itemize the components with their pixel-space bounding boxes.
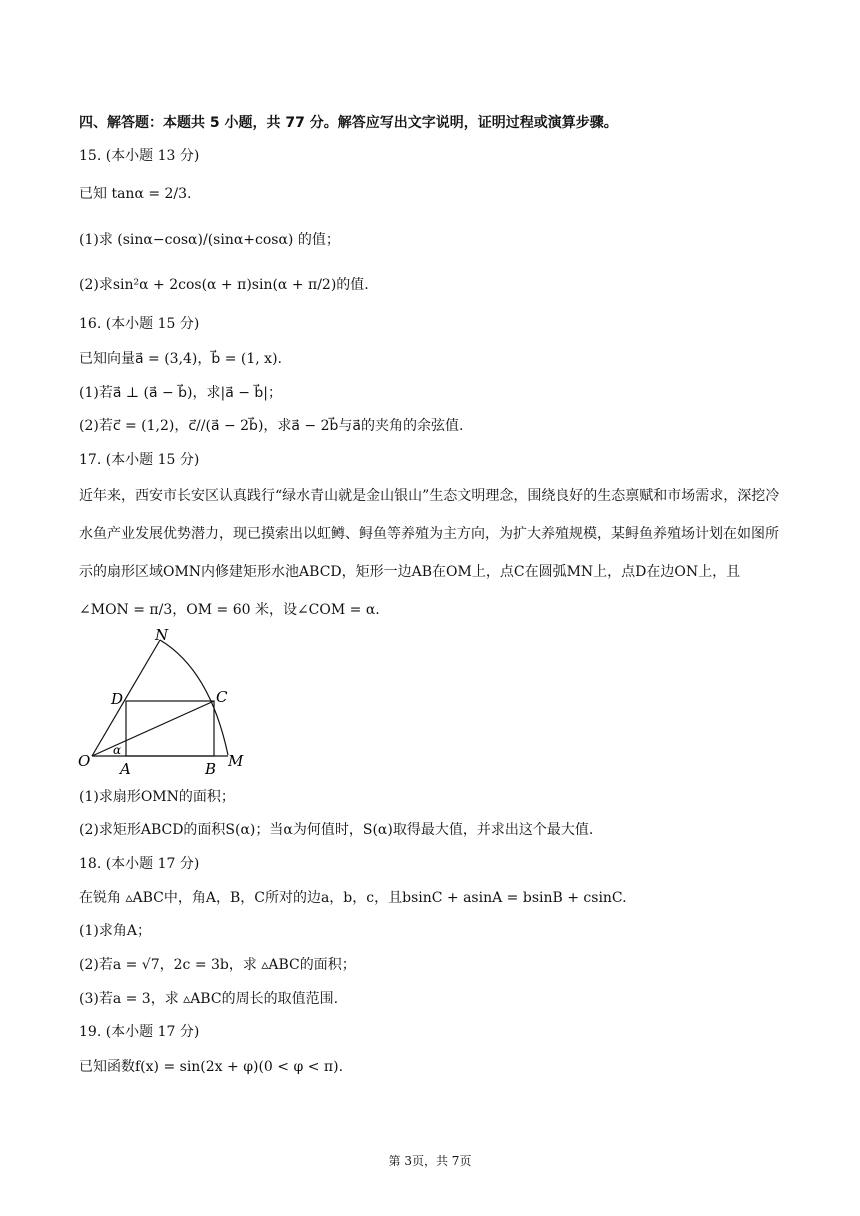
q17-part1: (1)求扇形OMN的面积；: [79, 789, 235, 805]
label-a: A: [120, 760, 131, 778]
label-o: O: [78, 752, 91, 770]
q15-given: 已知 tanα = 2/3.: [79, 186, 192, 202]
line-oc: [92, 701, 214, 756]
q15-title: 15. (本小题 13 分): [79, 148, 200, 164]
q19-title: 19. (本小题 17 分): [79, 1024, 200, 1040]
q16-part2: (2)若c⃗ = (1,2)，c⃗//(a⃗ − 2b⃗)，求a⃗ − 2b⃗与a⃗的夹角的余弦值.: [79, 418, 464, 434]
q17-part2: (2)求矩形ABCD的面积S(α)；当α为何值时，S(α)取得最大值，并求出这个最大值.: [79, 822, 594, 838]
label-b: B: [205, 760, 217, 778]
q15-part2: (2)求sin²α + 2cos(α + π)sin(α + π/2)的值.: [79, 277, 369, 293]
page-footer: 第 3页，共 7页: [388, 1154, 472, 1168]
q18-title: 18. (本小题 17 分): [79, 856, 200, 872]
label-d: D: [111, 690, 124, 708]
q18-given: 在锐角 ▵ABC中，角A，B，C所对的边a，b，c，且bsinC + asinA = bsinB + csinC.: [79, 890, 627, 906]
q18-part3: (3)若a = 3，求 ▵ABC的周长的取值范围.: [79, 991, 339, 1007]
q18-part1: (1)求角A；: [79, 923, 151, 939]
label-alpha: α: [113, 743, 122, 757]
q19-given: 已知函数f(x) = sin(2x + φ)(0 < φ < π).: [79, 1059, 344, 1075]
label-c: C: [216, 688, 228, 706]
q15-part1: (1)求 (sinα−cosα)/(sinα+cosα) 的值；: [79, 232, 340, 248]
label-n: N: [155, 626, 169, 644]
q16-given: 已知向量a⃗ = (3,4)，b⃗ = (1, x).: [79, 351, 282, 367]
sector-figure: [70, 622, 260, 782]
section-header: 四、解答题：本题共 5 小题，共 77 分。解答应写出文字说明，证明过程或演算步骤。: [79, 115, 618, 131]
q17-body: 近年来，西安市长安区认真践行“绿水青山就是金山银山”生态文明理念，围绕良好的生态禀赋和市场需求，深挖冷水鱼产业发展优势潜力，现已摸索出以虹鳟、鲟鱼等养殖为主方向，为扩大养殖规模，某鲟鱼养殖场计划在如图所示的扇形区域OMN内修建矩形水池ABCD，矩形一边AB在OM上，点C在圆弧MN上，点D在边ON上，且∠MON = π/3，OM = 60 米，设∠COM = α.: [79, 488, 780, 618]
label-m: M: [228, 752, 244, 770]
q16-title: 16. (本小题 15 分): [79, 316, 200, 332]
q18-part2: (2)若a = √7，2c = 3b，求 ▵ABC的面积；: [79, 957, 356, 973]
q16-part1: (1)若a⃗ ⊥ (a⃗ − b⃗)，求|a⃗ − b⃗|；: [79, 385, 283, 401]
q17-title: 17. (本小题 15 分): [79, 452, 200, 468]
rectangle-abcd: [126, 701, 214, 756]
